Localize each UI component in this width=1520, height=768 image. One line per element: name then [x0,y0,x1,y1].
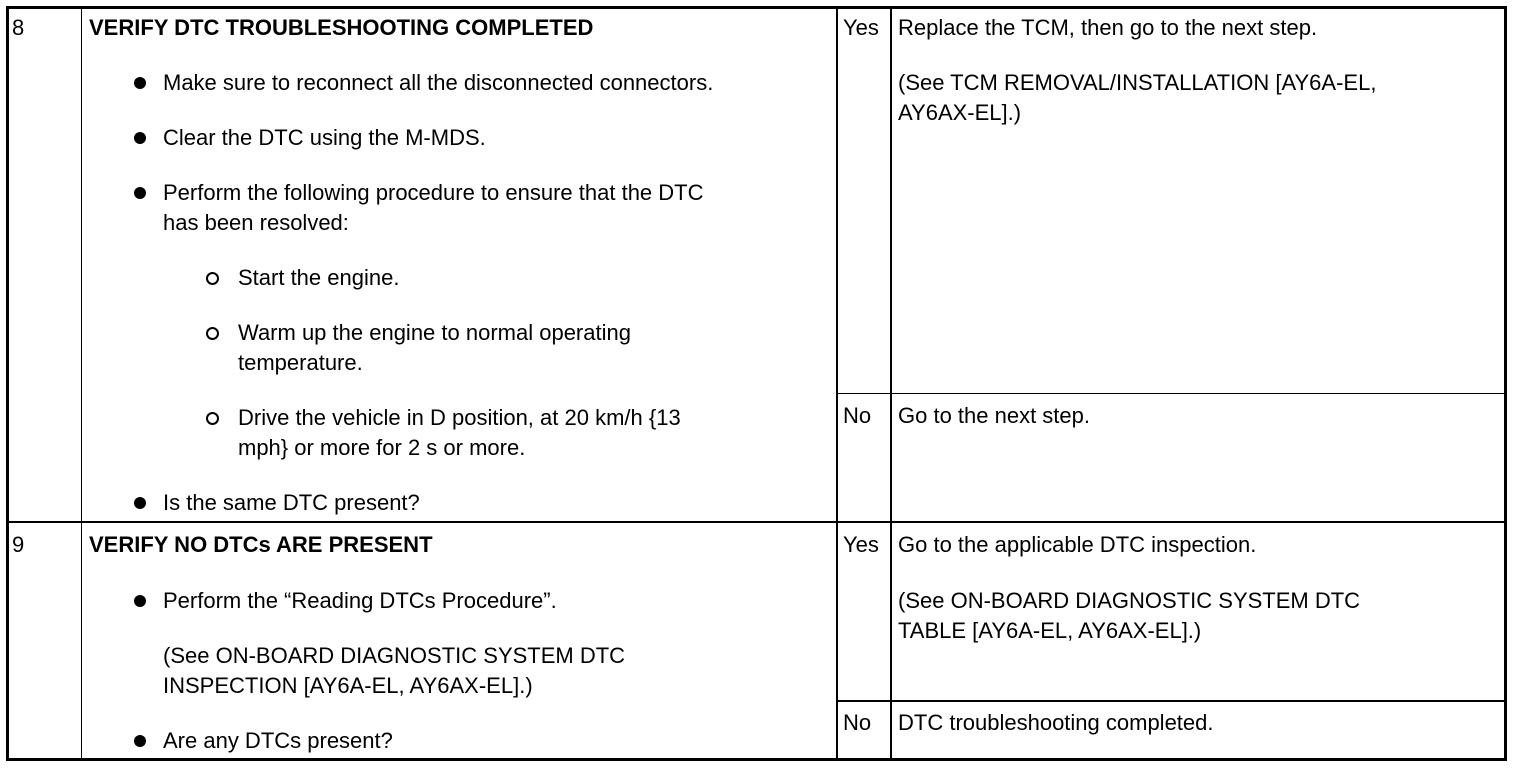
row9-yes-no-divider [836,700,1507,702]
yes-reference: (See ON-BOARD DIAGNOSTIC SYSTEM DTC [898,588,1361,613]
step-item: Make sure to reconnect all the disconnected connectors. [163,70,714,95]
step-title: VERIFY DTC TROUBLESHOOTING COMPLETED [89,15,594,40]
yes-reference-continued: TABLE [AY6A-EL, AY6AX-EL].) [898,618,1202,643]
step-item: Perform the following procedure to ensure that the DTC [163,180,704,205]
no-label: No [843,710,872,735]
yes-action: Replace the TCM, then go to the next step. [898,15,1318,40]
step-subitem-continued: temperature. [238,350,363,375]
yes-reference: (See TCM REMOVAL/INSTALLATION [AY6A-EL, [898,70,1377,95]
step-subitem: Start the engine. [238,265,400,290]
column-divider-result [836,6,838,761]
step-reference-continued: INSPECTION [AY6A-EL, AY6AX-EL].) [163,673,533,698]
yes-label: Yes [843,15,879,40]
step-reference: (See ON-BOARD DIAGNOSTIC SYSTEM DTC [163,643,626,668]
no-action: DTC troubleshooting completed. [898,710,1214,735]
step-question: Is the same DTC present? [163,490,420,515]
step-title: VERIFY NO DTCs ARE PRESENT [89,532,433,557]
step-question: Are any DTCs present? [163,728,393,753]
column-divider-action [890,6,892,761]
bullet-icon [134,132,146,144]
yes-action: Go to the applicable DTC inspection. [898,532,1257,557]
sub-bullet-icon [206,327,219,340]
no-label: No [843,403,872,428]
sub-bullet-icon [206,412,219,425]
step-item: Clear the DTC using the M-MDS. [163,125,486,150]
bullet-icon [134,595,146,607]
step-subitem: Warm up the engine to normal operating [238,320,631,345]
step-number: 9 [12,532,25,557]
row8-yes-no-divider [836,393,1507,394]
bullet-icon [134,187,146,199]
bullet-icon [134,735,146,747]
step-subitem-continued: mph} or more for 2 s or more. [238,435,526,460]
yes-label: Yes [843,532,879,557]
bullet-icon [134,497,146,509]
step-number: 8 [12,15,25,40]
yes-reference-continued: AY6AX-EL].) [898,100,1022,125]
no-action: Go to the next step. [898,403,1091,428]
row-divider [6,521,1507,523]
step-item: Perform the “Reading DTCs Procedure”. [163,588,557,613]
column-divider-step [81,6,82,761]
bullet-icon [134,77,146,89]
step-item-continued: has been resolved: [163,210,349,235]
sub-bullet-icon [206,272,219,285]
step-subitem: Drive the vehicle in D position, at 20 km/h {13 [238,405,681,430]
